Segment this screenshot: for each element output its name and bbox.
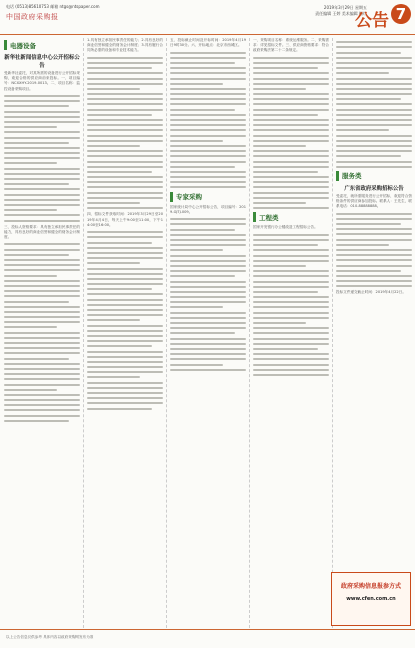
section-label: 服务类 <box>342 172 362 181</box>
section-label: 专家采购 <box>176 193 202 202</box>
column-2 <box>87 38 163 628</box>
footer-note: 以上公告信息仅供参考 具体内容以政府采购网发布为准 <box>6 635 94 639</box>
article-body: 国家开发银行办公楼改造工程招标公告。 <box>253 225 318 230</box>
newspaper-logo: 中国政府采购报 <box>6 13 59 21</box>
issue-date: 2019年3月29日 星期五 <box>323 5 367 10</box>
text-lines <box>87 57 163 209</box>
section-header <box>170 192 246 202</box>
section-marker-icon <box>253 212 256 222</box>
article-body: 投标文件递交截止时间：2019年4月22日。 <box>336 290 406 295</box>
column-4 <box>253 38 329 628</box>
ad-banner[interactable] <box>331 572 411 626</box>
ad-title: 政府采购信息报参方式 <box>340 583 401 590</box>
article-title: 广东省政府采购招标公告 <box>344 185 404 192</box>
article-body: 受新华社委托，对其所需的设备进行公开招标采购，欢迎合格的供应商前来投标。一、项目编号：NCXXHY-2019-0013。二、项目名称：监控设备采购项目。 <box>4 71 80 91</box>
column-1 <box>4 38 80 628</box>
section-marker-icon <box>4 40 7 50</box>
text-lines <box>87 231 163 409</box>
editor-line: 责任编辑 王婷 美术编辑 杨红 <box>315 11 367 16</box>
text-lines <box>170 52 246 189</box>
section-header <box>253 212 329 222</box>
section-title: 公告 <box>355 11 389 31</box>
article-body: 三、投标人资格要求：具有独立承担民事责任的能力，具有良好的商业信誉和健全的财务会计制度。 <box>4 224 80 240</box>
article-body: 国家统计局中心公开招标公告，项目编号：2019-GJTJ-009。 <box>170 204 246 214</box>
contact-line: 电话 (0513)85610753 邮箱 ntgs@ntspaper.com <box>6 4 100 9</box>
column-3 <box>170 38 246 628</box>
section-marker-icon <box>336 171 339 181</box>
column-divider <box>83 38 84 628</box>
section-header <box>4 40 80 50</box>
article-title: 新华社新闻信息中心公开招标公告 <box>4 55 80 69</box>
column-divider <box>249 38 250 628</box>
section-marker-icon <box>170 192 173 202</box>
text-lines <box>4 243 80 421</box>
article-body: 1.具有独立承担民事责任的能力；2.具有良好的商业信誉和健全的财务会计制度；3.具有履行合同所必需的设备和专业技术能力。 <box>87 38 163 53</box>
article-body: 受委托，就所需服务进行公开招标，欢迎符合资格条件的供应商参加投标。联系人：王先生，联系电话：010-88888888。 <box>336 193 412 209</box>
article-body: 四、招标文件获取时间：2019年3月29日至2019年4月4日，每天上午9:00至11:00，下午14:00至16:00。 <box>87 212 163 227</box>
article-body: 一、采购项目名称：系统运维服务。二、采购需求：详见招标文件。三、供应商资格要求：符合政府采购法第二十二条规定。 <box>253 38 329 53</box>
masthead <box>0 0 415 35</box>
article-body: 五、投标截止时间及开标时间：2019年4月19日9时30分。六、开标地点：北京市西城区。 <box>170 38 246 48</box>
page-footer <box>0 629 415 648</box>
section-label: 工程类 <box>259 213 279 222</box>
text-lines <box>253 234 329 376</box>
page-number-badge: 7 <box>391 4 411 24</box>
text-lines <box>253 57 329 209</box>
text-lines <box>336 41 412 168</box>
text-lines <box>170 218 246 370</box>
column-5 <box>336 38 412 628</box>
section-header <box>336 171 412 181</box>
column-divider <box>166 38 167 628</box>
text-lines <box>4 95 80 222</box>
column-divider <box>332 38 333 628</box>
text-lines <box>336 213 412 288</box>
section-label: 电器设备 <box>10 41 36 50</box>
ad-url-link[interactable]: www.cfen.com.cn <box>346 596 396 602</box>
